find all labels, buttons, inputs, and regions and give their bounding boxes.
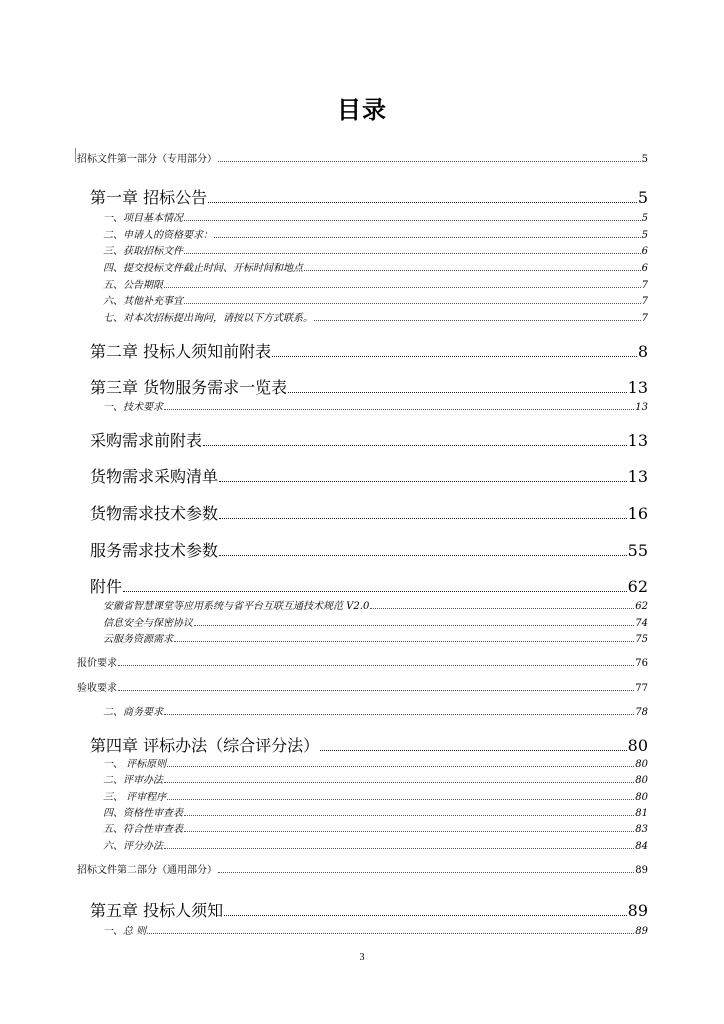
toc-entry-page: 89 <box>635 865 648 875</box>
toc-entry[interactable] <box>90 501 648 523</box>
toc-entry[interactable] <box>77 654 648 668</box>
toc-entry[interactable] <box>103 922 648 936</box>
toc-entry[interactable] <box>103 597 648 611</box>
toc-entry-title: 采购需求前附表 <box>90 431 203 450</box>
toc-entry-page: 76 <box>635 658 648 668</box>
toc-entry[interactable] <box>103 259 648 273</box>
toc-entry[interactable] <box>103 703 648 717</box>
toc-leader-dots <box>184 219 641 221</box>
toc-entry[interactable] <box>103 614 648 628</box>
toc-entry[interactable] <box>90 733 648 755</box>
toc-entry-page: 6 <box>641 246 648 256</box>
toc-leader-dots <box>174 640 634 642</box>
toc-entry-page: 78 <box>635 707 648 717</box>
toc-leader-dots <box>219 517 627 519</box>
toc-entry-page: 5 <box>641 230 648 240</box>
toc-entry[interactable] <box>90 185 648 207</box>
toc-entry-title: 第二章 投标人须知前附表 <box>90 342 272 361</box>
toc-entry-title: 一、项目基本情况 <box>103 213 183 223</box>
toc-entry-page: 80 <box>627 736 648 755</box>
toc-leader-dots <box>164 713 634 715</box>
toc-leader-dots <box>219 480 627 482</box>
toc-entry-title: 三、获取招标文件 <box>103 246 183 256</box>
toc-entry-title: 一、技术要求 <box>103 402 163 412</box>
toc-entry[interactable] <box>103 309 648 323</box>
toc-entry[interactable] <box>90 898 648 920</box>
toc-entry-title: 七、对本次招标提出询问，请按以下方式联系。 <box>103 313 313 323</box>
toc-entry[interactable] <box>90 464 648 486</box>
toc-entry-title: 二、申请人的资格要求： <box>103 230 213 240</box>
toc-entry-title: 一、 评标原则 <box>103 759 167 769</box>
toc-entry-page: 89 <box>627 901 648 920</box>
toc-entry[interactable] <box>90 339 648 361</box>
toc-entry[interactable] <box>103 820 648 834</box>
toc-entry-page: 89 <box>635 926 648 936</box>
toc-entry-page: 77 <box>635 683 648 693</box>
toc-entry-title: 三、 评审程序 <box>103 792 167 802</box>
toc-entry-title: 云服务资源需求 <box>103 634 173 644</box>
toc-leader-dots <box>214 236 641 238</box>
toc-entry[interactable] <box>103 755 648 769</box>
toc-entry-page: 13 <box>627 431 648 450</box>
toc-entry-title: 第一章 招标公告 <box>90 188 208 207</box>
toc-entry-page: 80 <box>635 775 648 785</box>
toc-leader-dots <box>203 444 627 446</box>
toc-entry-page: 80 <box>635 792 648 802</box>
toc-entry-page: 5 <box>641 213 648 223</box>
toc-entry-title: 第三章 货物服务需求一览表 <box>90 378 288 397</box>
toc-entry-title: 二、商务要求 <box>103 707 163 717</box>
toc-leader-dots <box>224 914 627 916</box>
toc-entry-title: 附件 <box>90 577 123 596</box>
toc-entry[interactable] <box>103 804 648 818</box>
toc-entry-title: 招标文件第一部分（专用部分） <box>77 154 217 164</box>
toc-entry-page: 8 <box>637 342 648 361</box>
toc-entry-title: 招标文件第二部分（通用部分） <box>77 865 217 875</box>
toc-leader-dots <box>218 160 641 162</box>
toc-leader-dots <box>167 798 634 800</box>
toc-leader-dots <box>167 765 634 767</box>
toc-entry-page: 75 <box>635 634 648 644</box>
toc-entry-title: 二、评审办法 <box>103 775 163 785</box>
toc-entry-title: 六、评分办法 <box>103 841 163 851</box>
toc-entry-title: 货物需求技术参数 <box>90 504 219 523</box>
toc-entry[interactable] <box>103 209 648 223</box>
toc-entry[interactable] <box>103 837 648 851</box>
toc-leader-dots <box>208 201 637 203</box>
toc-entry-title: 货物需求采购清单 <box>90 467 219 486</box>
toc-entry-title: 验收要求 <box>77 683 117 693</box>
toc-entry[interactable] <box>77 861 648 875</box>
toc-leader-dots <box>164 847 634 849</box>
toc-entry-page: 84 <box>635 841 648 851</box>
toc-entry-page: 83 <box>635 824 648 834</box>
toc-entry-title: 安徽省智慧课堂等应用系统与省平台互联互通技术规范 V2.0 <box>103 601 370 611</box>
toc-leader-dots <box>272 355 637 357</box>
toc-entry[interactable] <box>103 276 648 290</box>
toc-entry[interactable] <box>103 292 648 306</box>
toc-leader-dots <box>194 624 634 626</box>
page-number: 3 <box>359 952 365 963</box>
toc-leader-dots <box>184 830 634 832</box>
toc-leader-dots <box>164 286 641 288</box>
toc-entry-page: 7 <box>641 280 648 290</box>
toc-entry[interactable] <box>90 375 648 397</box>
toc-entry-page: 81 <box>635 808 648 818</box>
toc-leader-dots <box>370 607 634 609</box>
toc-entry-page: 13 <box>627 467 648 486</box>
toc-leader-dots <box>184 302 641 304</box>
toc-entry-page: 80 <box>635 759 648 769</box>
toc-entry[interactable] <box>103 771 648 785</box>
toc-leader-dots <box>118 664 634 666</box>
toc-entry[interactable] <box>103 226 648 240</box>
toc-leader-dots <box>184 814 634 816</box>
toc-leader-dots <box>320 749 627 751</box>
toc-entry-title: 服务需求技术参数 <box>90 541 219 560</box>
toc-entry-title: 四、资格性审查表 <box>103 808 183 818</box>
toc-entry-page: 5 <box>641 154 648 164</box>
toc-entry-title: 五、公告期限 <box>103 280 163 290</box>
toc-leader-dots <box>164 408 634 410</box>
toc-entry[interactable] <box>103 630 648 644</box>
toc-leader-dots <box>164 781 634 783</box>
text-cursor-marker <box>75 148 76 162</box>
toc-entry-page: 13 <box>627 378 648 397</box>
toc-leader-dots <box>218 871 634 873</box>
toc-entry-title: 信息安全与保密协议 <box>103 618 193 628</box>
toc-entry-page: 13 <box>635 402 648 412</box>
toc-entry-page: 7 <box>641 296 648 306</box>
toc-entry[interactable] <box>103 788 648 802</box>
toc-entry[interactable] <box>90 428 648 450</box>
toc-entry-title: 四、提交投标文件截止时间、开标时间和地点 <box>103 263 303 273</box>
toc-entry-title: 一、总 则 <box>103 926 147 936</box>
toc-entry-page: 62 <box>627 577 648 596</box>
toc-leader-dots <box>304 269 641 271</box>
toc-entry[interactable] <box>77 679 648 693</box>
toc-entry-title: 报价要求 <box>77 658 117 668</box>
toc-leader-dots <box>118 689 634 691</box>
toc-entry-title: 第五章 投标人须知 <box>90 901 224 920</box>
toc-title: 目录 <box>337 96 387 124</box>
toc-entry[interactable] <box>90 538 648 560</box>
toc-entry-page: 7 <box>641 313 648 323</box>
toc-entry[interactable] <box>90 574 648 596</box>
toc-entry[interactable] <box>103 242 648 256</box>
toc-entry-title: 六、其他补充事宜 <box>103 296 183 306</box>
toc-entry[interactable] <box>103 398 648 412</box>
toc-leader-dots <box>288 391 627 393</box>
toc-entry-page: 62 <box>635 601 648 611</box>
toc-entry-title: 五、符合性审查表 <box>103 824 183 834</box>
toc-entry[interactable] <box>77 150 648 164</box>
toc-entry-title: 第四章 评标办法（综合评分法） <box>90 736 320 755</box>
toc-entry-page: 55 <box>627 541 648 560</box>
toc-leader-dots <box>184 252 641 254</box>
toc-entry-page: 5 <box>637 188 648 207</box>
toc-leader-dots <box>123 590 627 592</box>
toc-leader-dots <box>219 554 627 556</box>
toc-entry-page: 74 <box>635 618 648 628</box>
toc-entry-page: 6 <box>641 263 648 273</box>
toc-leader-dots <box>314 319 641 321</box>
toc-entry-page: 16 <box>627 504 648 523</box>
toc-leader-dots <box>147 932 634 934</box>
